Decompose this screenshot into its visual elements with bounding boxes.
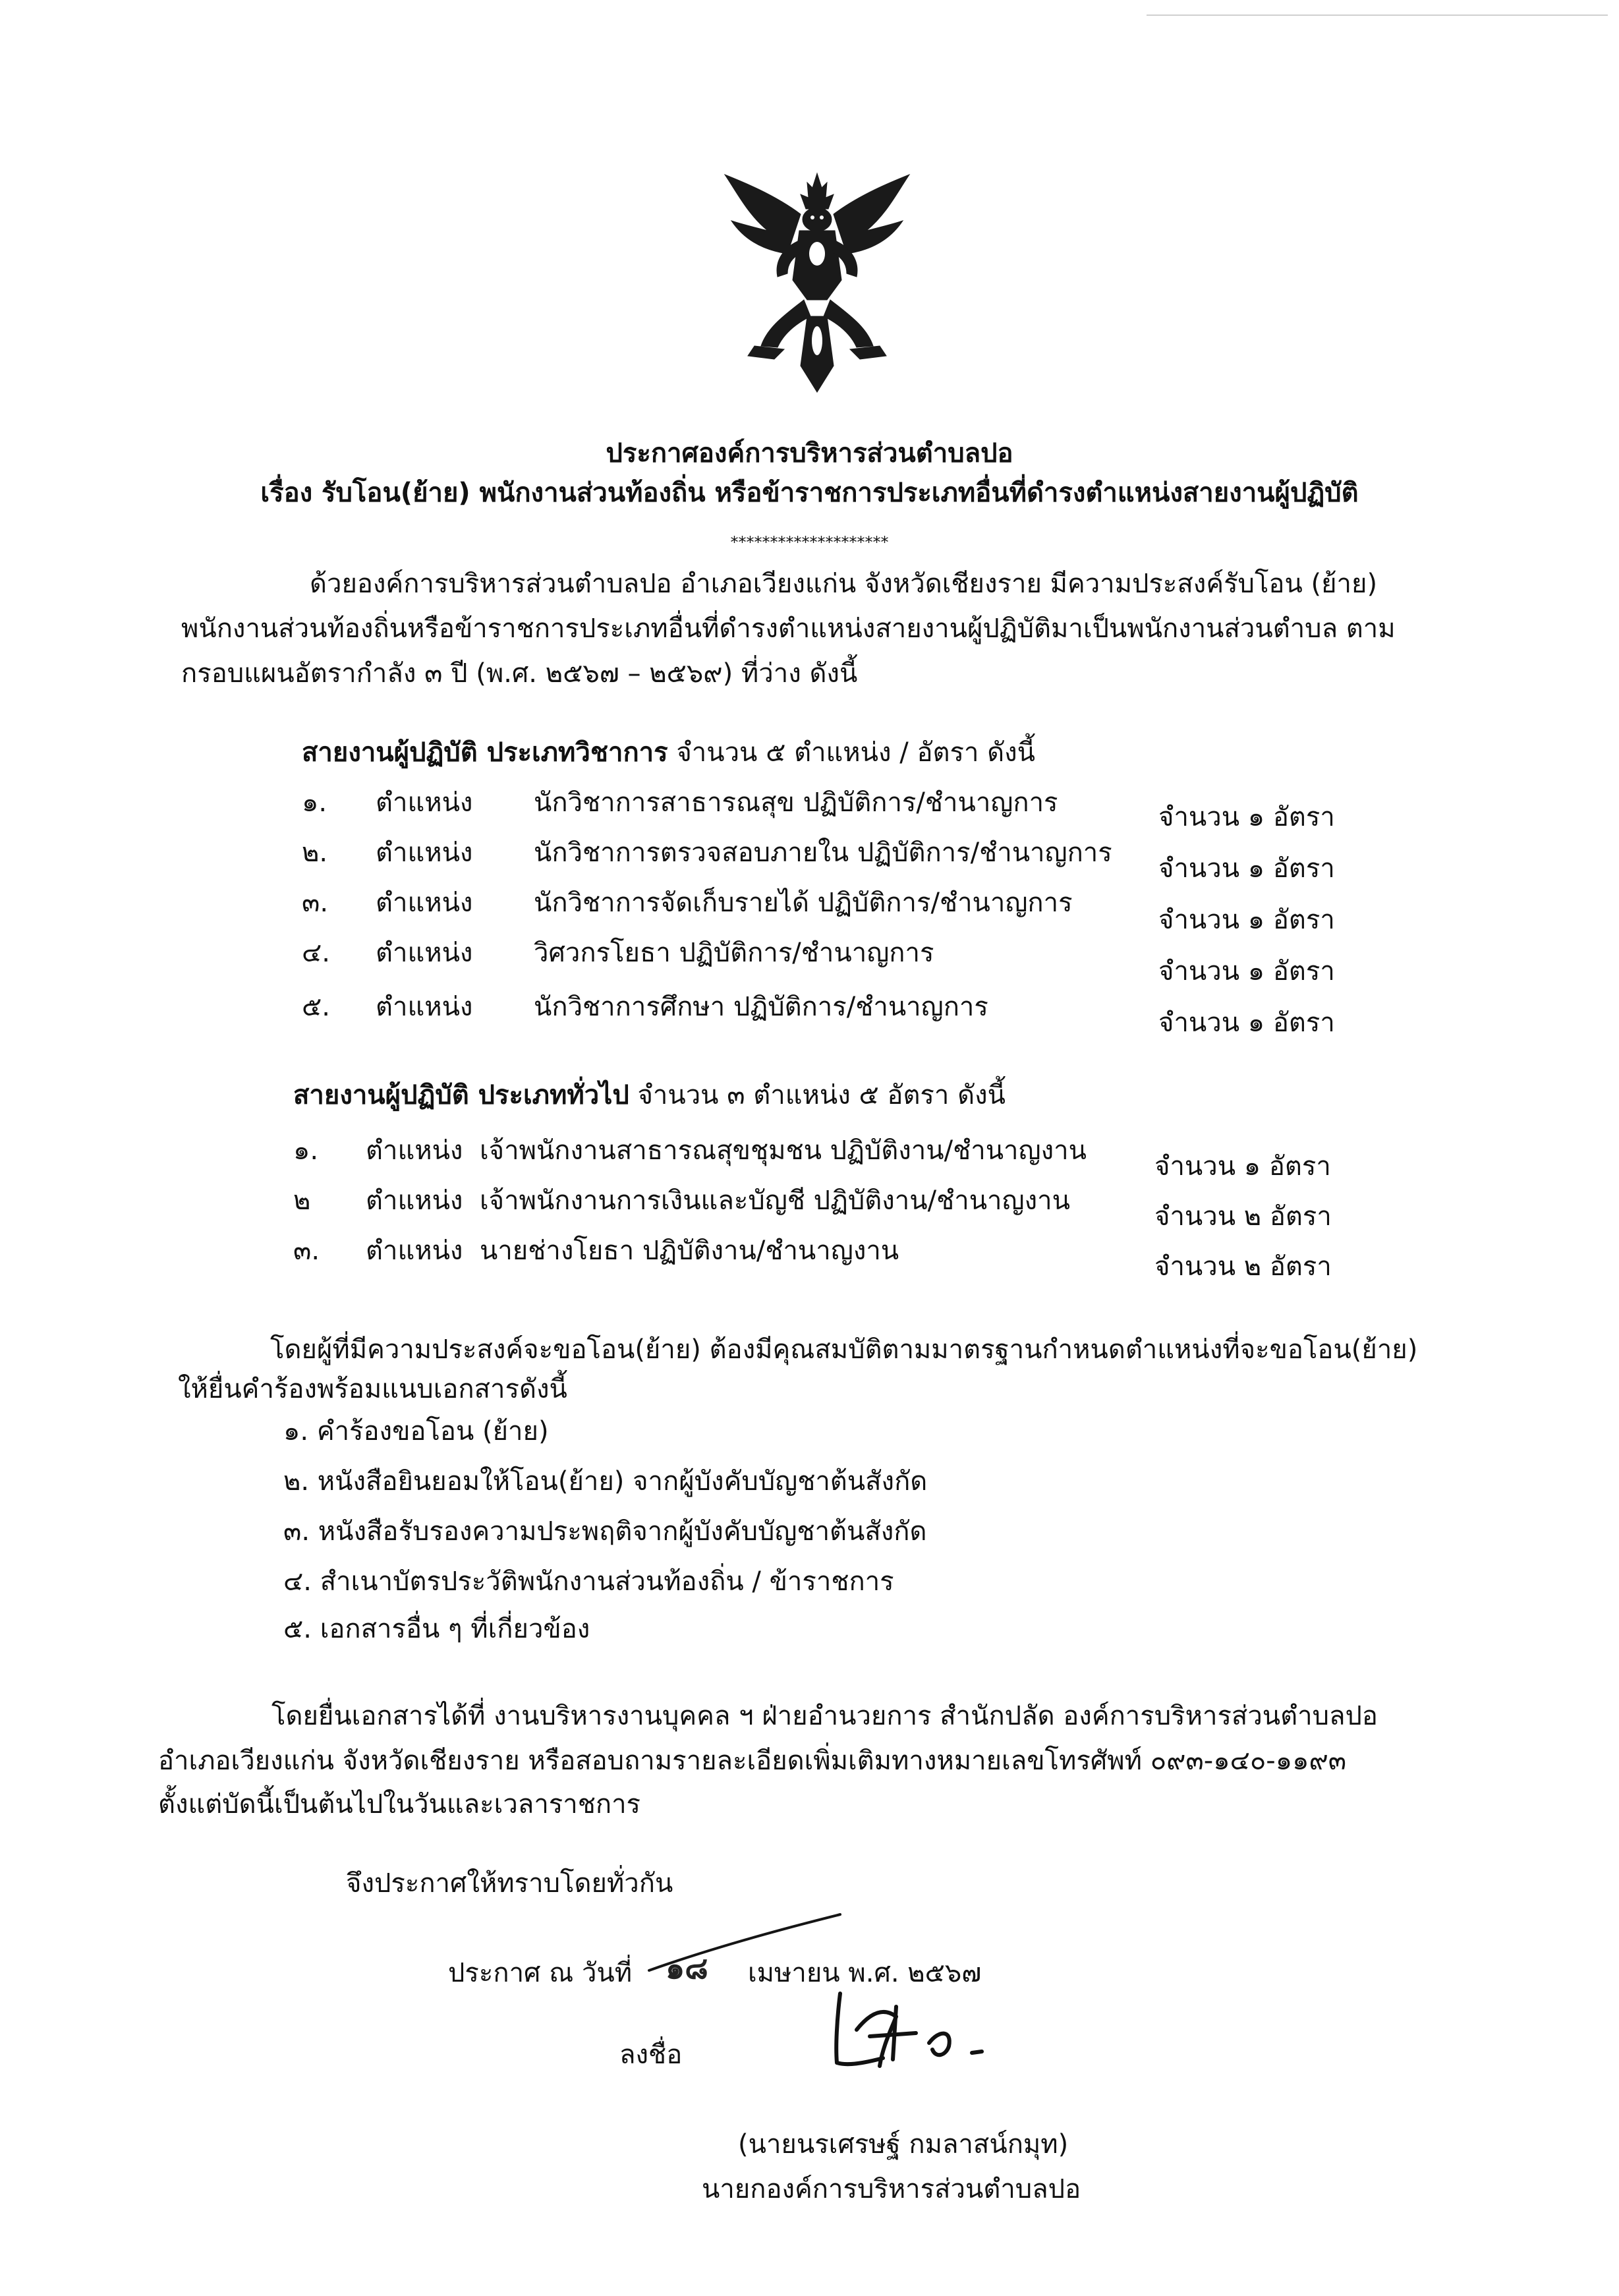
general-item-count: จำนวน ๑ อัตรา (1154, 1151, 1331, 1182)
academic-header-title: สายงานผู้ปฏิบัติ ประเภทวิชาการ (302, 737, 668, 768)
garuda-emblem-icon (722, 168, 913, 399)
academic-item-num: ๑. (302, 788, 327, 818)
intro-line-2: พนักงานส่วนท้องถิ่นหรือข้าราชการประเภทอื่นที่ดำรงตำแหน่งสายงานผู้ปฏิบัติมาเป็นพนักงานส่วนตำบล ตาม (181, 614, 1396, 644)
signature-mark (817, 1980, 1015, 2079)
academic-item-title: นักวิชาการศึกษา ปฏิบัติการ/ชำนาญการ (534, 992, 988, 1022)
academic-item-title: วิศวกรโยธา ปฏิบัติการ/ชำนาญการ (534, 938, 934, 968)
academic-item-title: นักวิชาการสาธารณสุข ปฏิบัติการ/ชำนาญการ (534, 788, 1058, 818)
submission-line-2: อำเภอเวียงแก่น จังหวัดเชียงราย หรือสอบถามรายละเอียดเพิ่มเติมทางหมายเลขโทรศัพท์ ๐๙๓-๑๔๐-๑๑๙๓ (158, 1746, 1347, 1776)
general-header-count: จำนวน ๓ ตำแหน่ง ๕ อัตรา ดังนี้ (629, 1080, 1006, 1110)
general-item-count: จำนวน ๒ อัตรา (1154, 1251, 1332, 1282)
signer-title: นายกองค์การบริหารส่วนตำบลปอ (702, 2174, 1081, 2204)
academic-item-count: จำนวน ๑ อัตรา (1158, 905, 1335, 935)
academic-item-title: นักวิชาการจัดเก็บรายได้ ปฏิบัติการ/ชำนาญการ (534, 888, 1073, 918)
general-item-title: เจ้าพนักงานสาธารณสุขชุมชน ปฏิบัติงาน/ชำนาญงาน (480, 1135, 1087, 1166)
submission-line-3: ตั้งแต่บัดนี้เป็นต้นไปในวันและเวลาราชการ (158, 1789, 641, 1820)
general-item-label: ตำแหน่ง (366, 1236, 463, 1266)
date-rest: เมษายน พ.ศ. ๒๕๖๗ (748, 1958, 982, 1988)
academic-item-label: ตำแหน่ง (376, 788, 473, 818)
intro-line-3: กรอบแผนอัตรากำลัง ๓ ปี (พ.ศ. ๒๕๖๗ – ๒๕๖๙) ที่ว่าง ดังนี้ (181, 658, 858, 689)
signer-name: (นายนรเศรษฐ์ กมลาสน์กมุท) (738, 2129, 1069, 2160)
required-doc-item: ๑. คำร้องขอโอน (ย้าย) (283, 1416, 549, 1447)
academic-item-count: จำนวน ๑ อัตรา (1158, 853, 1335, 884)
subject-line: เรื่อง รับโอน(ย้าย) พนักงานส่วนท้องถิ่น หรือข้าราชการประเภทอื่นที่ดำรงตำแหน่งสายงานผู้ปฏิบัติ (260, 478, 1359, 508)
required-doc-item: ๓. หนังสือรับรองความประพฤติจากผู้บังคับบัญชาต้นสังกัด (283, 1516, 927, 1547)
requirements-line-1: โดยผู้ที่มีความประสงค์จะขอโอน(ย้าย) ต้องมีคุณสมบัติตามมาตรฐานกำหนดตำแหน่งที่จะขอโอน(ย้าย) (270, 1335, 1418, 1365)
general-header (293, 1077, 1006, 1114)
announce-line: จึงประกาศให้ทราบโดยทั่วกัน (346, 1868, 673, 1899)
required-doc-item: ๔. สำเนาบัตรประวัติพนักงานส่วนท้องถิ่น / ข้าราชการ (283, 1566, 894, 1597)
academic-item-count: จำนวน ๑ อัตรา (1158, 802, 1335, 832)
academic-item-num: ๓. (302, 888, 329, 918)
general-item-label: ตำแหน่ง (366, 1135, 463, 1166)
academic-item-count: จำนวน ๑ อัตรา (1158, 956, 1335, 987)
date-ink-stroke (642, 1908, 853, 1987)
academic-item-label: ตำแหน่ง (376, 888, 473, 918)
academic-header (302, 734, 1035, 771)
submission-line-1: โดยยื่นเอกสารได้ที่ งานบริหารงานบุคคล ฯ ฝ่ายอำนวยการ สำนักปลัด องค์การบริหารส่วนตำบลปอ (271, 1701, 1378, 1731)
general-item-num: ๓. (293, 1236, 320, 1266)
required-doc-item: ๕. เอกสารอื่น ๆ ที่เกี่ยวข้อง (283, 1614, 590, 1644)
academic-item-num: ๕. (302, 992, 330, 1022)
sign-label: ลงชื่อ (619, 2040, 683, 2070)
general-item-count: จำนวน ๒ อัตรา (1154, 1201, 1332, 1232)
general-header-title: สายงานผู้ปฏิบัติ ประเภททั่วไป (293, 1080, 629, 1110)
general-item-num: ๑. (293, 1135, 319, 1166)
general-item-num: ๒ (293, 1186, 311, 1216)
academic-item-title: นักวิชาการตรวจสอบภายใน ปฏิบัติการ/ชำนาญการ (534, 838, 1112, 868)
date-prefix: ประกาศ ณ วันที่ (448, 1958, 633, 1988)
scan-edge-line (1147, 14, 1608, 16)
requirements-line-2: ให้ยื่นคำร้องพร้อมแนบเอกสารดังนี้ (178, 1374, 567, 1404)
intro-line-1: ด้วยองค์การบริหารส่วนตำบลปอ อำเภอเวียงแก่น จังหวัดเชียงราย มีความประสงค์รับโอน (ย้าย) (310, 569, 1378, 599)
academic-item-count: จำนวน ๑ อัตรา (1158, 1008, 1335, 1038)
academic-item-label: ตำแหน่ง (376, 992, 473, 1022)
divider-stars: ******************** (730, 533, 889, 552)
academic-item-num: ๔. (302, 938, 330, 968)
general-item-title: นายช่างโยธา ปฏิบัติงาน/ชำนาญงาน (480, 1236, 899, 1266)
academic-item-label: ตำแหน่ง (376, 938, 473, 968)
academic-item-num: ๒. (302, 838, 328, 868)
general-item-title: เจ้าพนักงานการเงินและบัญชี ปฏิบัติงาน/ชำนาญงาน (480, 1186, 1070, 1216)
academic-header-count: จำนวน ๕ ตำแหน่ง / อัตรา ดังนี้ (667, 737, 1035, 768)
academic-item-label: ตำแหน่ง (376, 838, 473, 868)
date-day-handwritten: ๑๘ (666, 1950, 708, 1986)
required-doc-item: ๒. หนังสือยินยอมให้โอน(ย้าย) จากผู้บังคับบัญชาต้นสังกัด (283, 1466, 928, 1497)
page-title: ประกาศองค์การบริหารส่วนตำบลปอ (606, 438, 1013, 469)
general-item-label: ตำแหน่ง (366, 1186, 463, 1216)
